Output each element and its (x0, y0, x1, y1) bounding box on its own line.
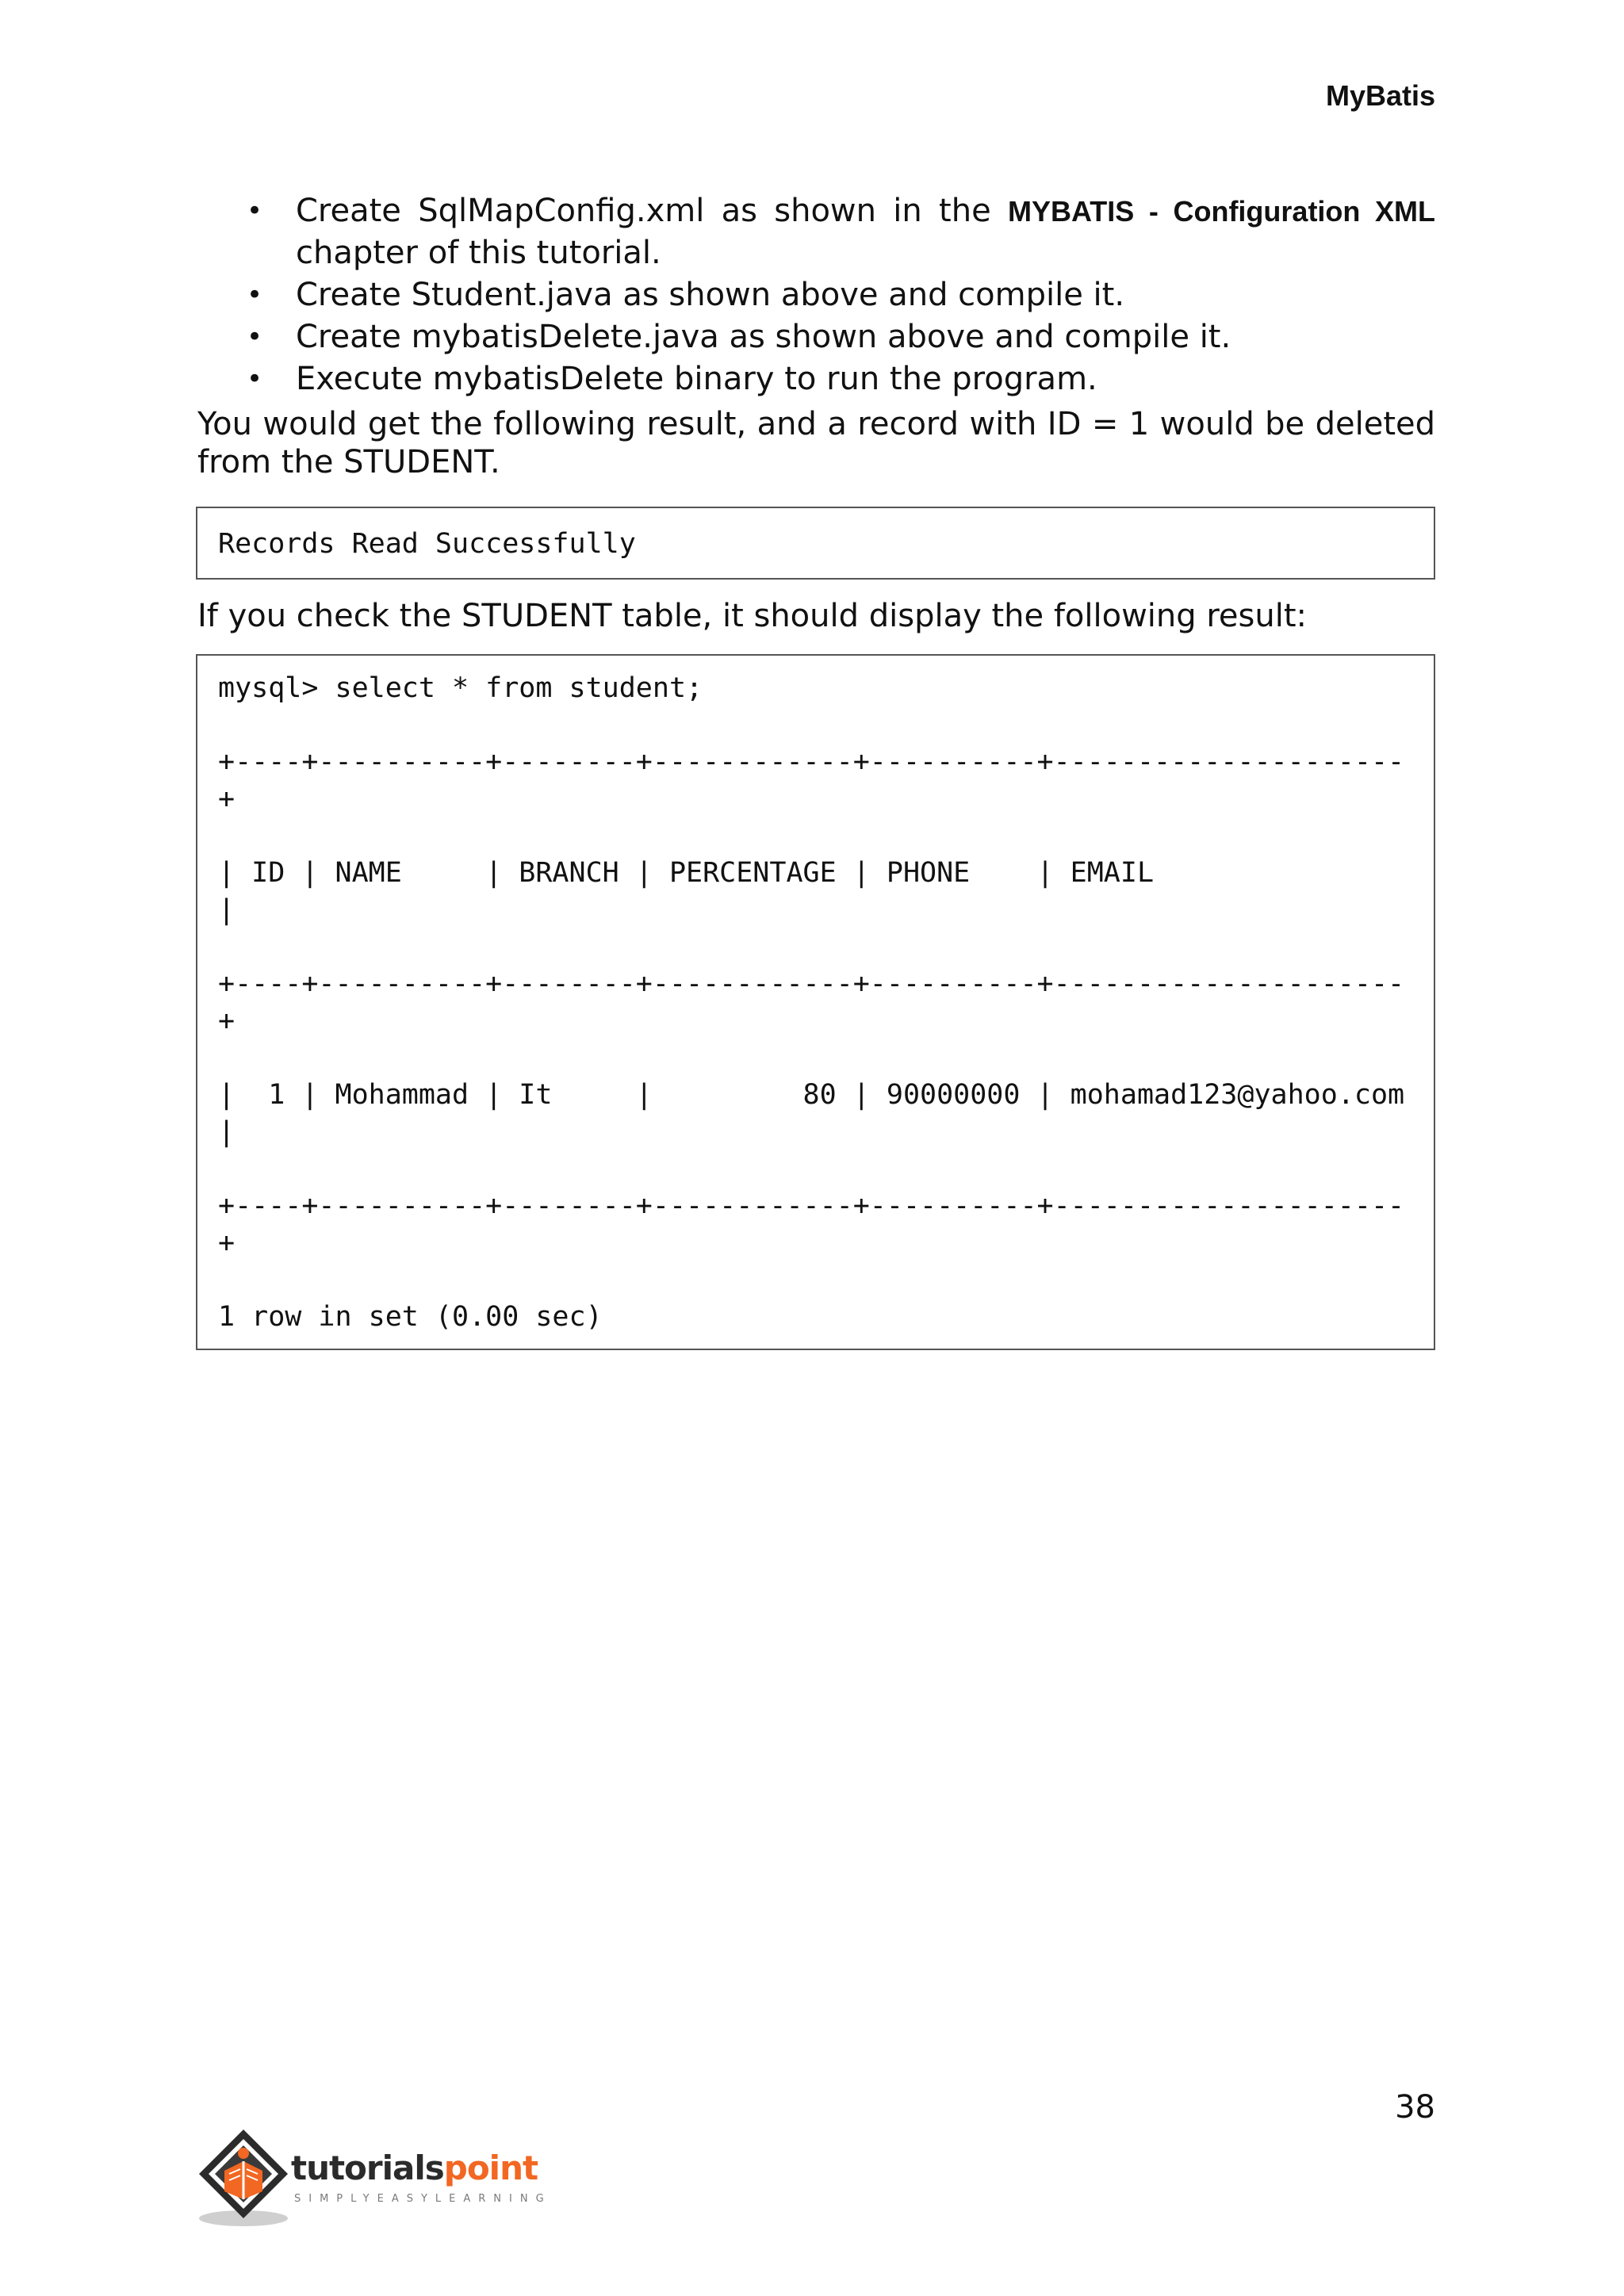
table-header-row: | ID | NAME | BRANCH | PERCENTAGE | PHONE | EMAIL (218, 857, 1155, 889)
result-paragraph: You would get the following result, and a record with ID = 1 would be deleted from the STUDENT. (197, 406, 1435, 480)
table-separator: +----+----------+--------+------------+----------+--------------------- (218, 746, 1405, 778)
tutorialspoint-logo (194, 2125, 552, 2236)
table-separator-wrap: + (218, 1005, 236, 1037)
table-separator: +----+----------+--------+------------+----------+--------------------- (218, 1190, 1405, 1222)
list-item: • Execute mybatisDelete binary to run the program. (197, 358, 1435, 400)
query-result-summary: 1 row in set (0.00 sec) (218, 1301, 603, 1333)
table-data-row-wrap: | (218, 1116, 236, 1148)
output-code-box (196, 507, 1435, 580)
table-data-row: | 1 | Mohammad | It | 80 | 90000000 | mohamad123@yahoo.com (218, 1079, 1405, 1111)
main-content (197, 190, 1435, 1350)
logo-tagline: SIMPLYEASYLEARNING (294, 2193, 552, 2205)
chapter-link-text: MYBATIS - Configuration XML (1007, 195, 1435, 228)
header-title: MyBatis (1325, 79, 1435, 112)
logo-mark-icon (194, 2125, 297, 2236)
check-paragraph: If you check the STUDENT table, it should display the following result: (197, 598, 1308, 634)
table-header-row-wrap: | (218, 894, 236, 926)
mysql-query: mysql> select * from student; (218, 672, 703, 704)
mysql-code-box (196, 654, 1435, 1350)
list-item-text: Create SqlMapConfig.xml as shown in the (296, 193, 1008, 229)
output-text: Records Read Successfully (218, 528, 636, 560)
list-item: • Create mybatisDelete.java as shown above and compile it. (197, 316, 1435, 358)
table-separator: +----+----------+--------+------------+----------+--------------------- (218, 968, 1405, 1000)
instruction-list (197, 190, 1435, 400)
logo-wordmark: tutorialspoint (291, 2149, 538, 2187)
table-separator-wrap: + (218, 783, 236, 815)
list-item: • Create Student.java as shown above and compile it. (197, 274, 1435, 316)
table-separator-wrap: + (218, 1227, 236, 1259)
page-number: 38 (1395, 2089, 1435, 2126)
list-item (197, 190, 1435, 274)
list-item-text: chapter of this tutorial. (296, 235, 661, 271)
